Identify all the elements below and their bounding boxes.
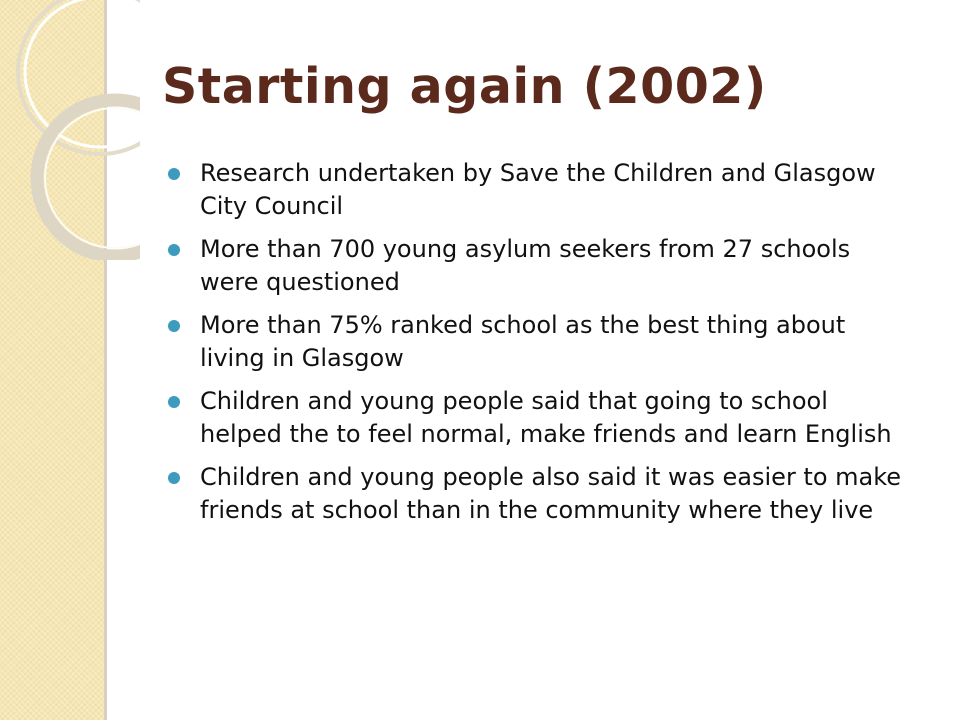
bullet-item xyxy=(162,157,902,223)
bullet-dot-icon xyxy=(168,244,180,256)
decorative-rings xyxy=(0,0,140,260)
bullet-dot-icon xyxy=(168,472,180,484)
bullet-list xyxy=(162,157,902,537)
bullet-text: Children and young people said that going to school helped the to feel normal, make friends and learn English xyxy=(200,387,892,448)
bullet-item xyxy=(162,461,902,527)
bullet-dot-icon xyxy=(168,168,180,180)
bullet-dot-icon xyxy=(168,320,180,332)
bullet-text: Research undertaken by Save the Children and Glasgow City Council xyxy=(200,159,876,220)
bullet-item xyxy=(162,233,902,299)
slide-title: Starting again (2002) xyxy=(162,58,767,115)
bullet-text: More than 75% ranked school as the best thing about living in Glasgow xyxy=(200,311,846,372)
bullet-text: More than 700 young asylum seekers from 27 schools were questioned xyxy=(200,235,851,296)
bullet-item xyxy=(162,309,902,375)
bullet-text: Children and young people also said it was easier to make friends at school than in the community where they live xyxy=(200,463,902,524)
bullet-dot-icon xyxy=(168,396,180,408)
bullet-item xyxy=(162,385,902,451)
